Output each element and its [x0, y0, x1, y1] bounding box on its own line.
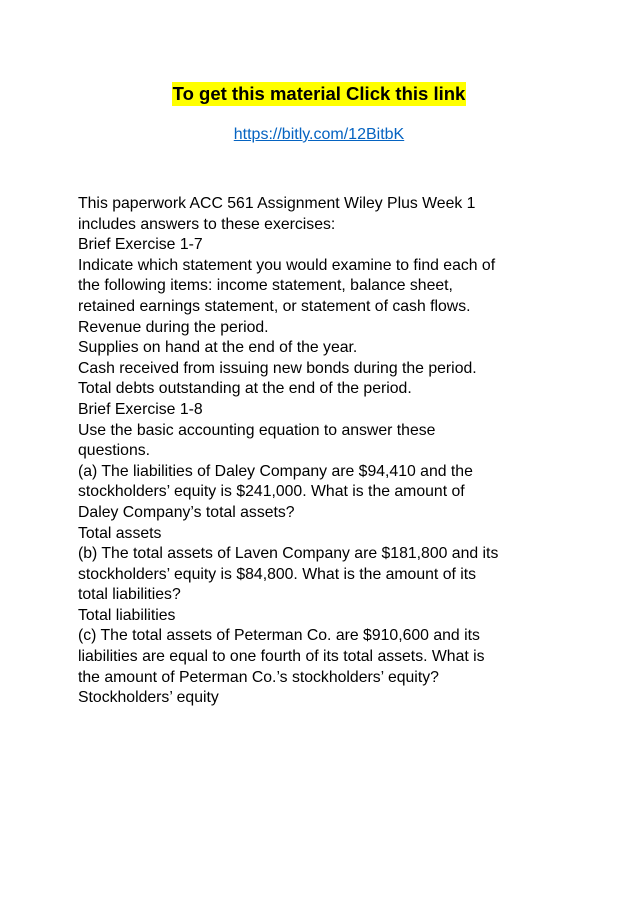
text-line: (a) The liabilities of Daley Company are $94,410 and the [78, 462, 473, 480]
text-line: the amount of Peterman Co.’s stockholders’ equity? [78, 668, 439, 686]
text-line: retained earnings statement, or statement of cash flows. [78, 297, 471, 315]
text-line: Cash received from issuing new bonds during the period. [78, 359, 477, 377]
text-line: Daley Company’s total assets? [78, 503, 295, 521]
text-line: Use the basic accounting equation to answer these [78, 421, 436, 439]
text-line: stockholders’ equity is $241,000. What is the amount of [78, 483, 465, 501]
header [0, 82, 638, 106]
body-text [78, 194, 568, 709]
text-line: Total liabilities [78, 606, 176, 624]
text-line: total liabilities? [78, 586, 181, 604]
text-line: questions. [78, 442, 151, 460]
highlighted-headline: To get this material Click this link [172, 83, 466, 104]
text-line: (c) The total assets of Peterman Co. are $910,600 and its [78, 627, 480, 645]
text-line: liabilities are equal to one fourth of its total assets. What is [78, 648, 485, 666]
text-line: the following items: income statement, balance sheet, [78, 277, 453, 295]
text-line: Stockholders’ equity [78, 689, 219, 707]
text-line: Supplies on hand at the end of the year. [78, 339, 358, 357]
text-line: Indicate which statement you would examine to find each of [78, 256, 496, 274]
text-line: (b) The total assets of Laven Company are $181,800 and its [78, 545, 499, 563]
text-line: Revenue during the period. [78, 318, 269, 336]
text-line: stockholders’ equity is $84,800. What is the amount of its [78, 565, 477, 583]
text-line: Brief Exercise 1-7 [78, 236, 203, 254]
text-line: Brief Exercise 1-8 [78, 400, 203, 418]
material-link[interactable]: https://bitly.com/12BitbK [233, 126, 405, 143]
text-line: Total assets [78, 524, 162, 542]
text-line: Total debts outstanding at the end of the period. [78, 380, 412, 398]
link-row [0, 124, 638, 146]
text-line: This paperwork ACC 561 Assignment Wiley Plus Week 1 [78, 195, 476, 212]
text-line: includes answers to these exercises: [78, 215, 336, 233]
